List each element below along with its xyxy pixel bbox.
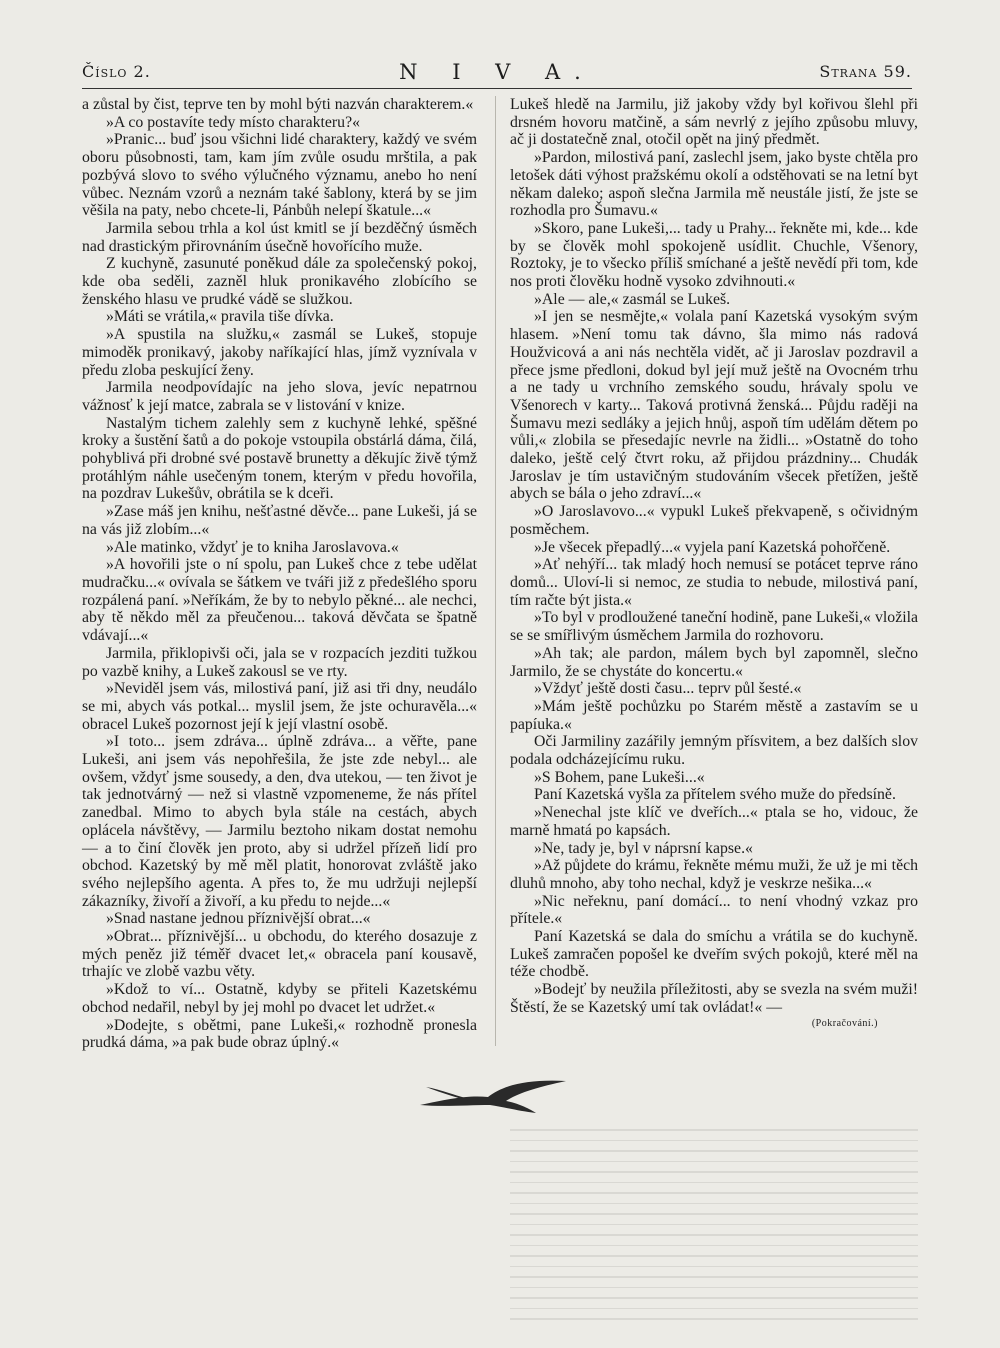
paragraph: »S Bohem, pane Lukeši...« [534, 768, 705, 786]
periodical-title: N I V A. [399, 60, 595, 84]
paragraph: »Je všecek přepadlý...« vyjela paní Kazetská pohořčeně. [534, 538, 891, 556]
paragraph: »To byl v prodloužené taneční hodině, pane Lukeši,« vložila se se smířlivým úsměchem Jarmila do rozhovoru. [510, 609, 918, 645]
paragraph: »Nic neřeknu, paní domácí... to není vhodný vzkaz pro přítele.« [510, 892, 918, 928]
paragraph: Jarmila neodpovídajíc na jeho slova, jevíc nepatrnou vážnosť k její matce, zabrala se v listování v knize. [82, 379, 477, 414]
paragraph: Paní Kazetská se dala do smíchu a vrátila se do kuchyně. Lukeš zamračen popošel ke dveřím svých pokojů, které měl na téže chodbě. [510, 928, 918, 981]
paragraph: »Snad nastane jednou příznivější obrat...« [106, 910, 371, 928]
paragraph: »Bodejť by neužila příležitosti, aby se svezla na svém muži! Štěstí, že se Kazetský umí tak ovládat!« — [510, 981, 918, 1016]
page-number: Strana 59. [819, 62, 912, 81]
paragraph: Jarmila sebou trhla a kol úst kmitl se jí bezděčný úsměch nad drastickým přirovnáním úsečně hovořícího muže. [82, 219, 477, 255]
paragraph: »Až půjdete do krámu, řekněte mému muži, že už je mi těch dluhů mnoho, aby toho nechal, když je veskrze nešika...« [510, 857, 918, 892]
paragraph: »Ale matinko, vždyť je to kniha Jaroslavova.« [106, 538, 399, 556]
right-column [510, 96, 918, 1031]
paragraph: Paní Kazetská vyšla za přítelem svého muže do předsíně. [534, 786, 896, 804]
paragraph: Nastalým tichem zalehly sem z kuchyně lehké, spěšné kroky a šustění šatů a do pokoje vstoupila obstárlá dáma, čilá, pohyblivá při drobné své postavě brunetty a děkujíc živě týmž protáhlým náhle usečeným tonem, kterým v předu hovořila, na pozdrav Lukešův, obrátila se k dceři. [82, 414, 477, 503]
paragraph: »A spustila na služku,« zasmál se Lukeš, stopuje mimoděk pronikavý, jakoby naříkající hlas, jímž vyznívala v předu zloba peskující ženy. [82, 326, 477, 379]
issue-number: Číslo 2. [82, 62, 151, 81]
paragraph: »Nenechal jste klíč ve dveřích...« ptala se ho, vidouc, že marně hmatá po kapsách. [510, 804, 918, 839]
paragraph: »Kdož to ví... Ostatně, kdyby se přiteli Kazetskému obchod nedařil, nebyl by jej mohl po dvacet let udržet.« [82, 981, 477, 1016]
paragraph: »A hovořili jste o ní spolu, pan Lukeš chce z tebe udělat mudračku...« ovívala se šátkem ve tváři již z předešlého sporu rozpálená paní. »Neříkám, že by to nebylo pěkné... ale nechci, aby tě někdo měl za přeučenou... taková děvčata se špatně vdávají...« [82, 556, 477, 645]
paragraph: Oči Jarmiliny zazářily jemným přísvitem, a bez dalších slov podala odcházejícímu ruku. [510, 733, 918, 769]
paragraph: »Zase máš jen knihu, nešťastné děvče... pane Lukeši, já se na vás již zlobím...« [82, 503, 477, 538]
swallow-vignette-icon [418, 1075, 568, 1115]
paragraph: »Vždyť ještě dosti času... teprv půl šesté.« [534, 680, 802, 698]
paragraph: »Dodejte, s obětmi, pane Lukeši,« rozhodně pronesla prudká dáma, »a pak bude obraz úplný.« [82, 1016, 477, 1052]
paragraph: »Neviděl jsem vás, milostivá paní, již asi tři dny, neudálo se mi, abych vás potkal... myslil jsem, že jste ochuravěla...« obracel Lukeš pozornost její k její vlastní osobě. [82, 680, 477, 733]
paragraph: »Ale — ale,« zasmál se Lukeš. [534, 290, 731, 308]
paragraph: »A co postavíte tedy místo charakteru?« [106, 113, 360, 131]
paragraph: »I jen se nesmějte,« volala paní Kazetská vysokým svým hlasem. »Není tomu tak dávno, šla mimo nás radová Houžvicová a ani nás nechtěla vidět, ač ji Jaroslav pozdravil a přece jsme předloni, dokud byl její muž ještě na Ovocném trhu a ne tady u vrchního zemského soudu, hrávaly spolu ve Všenorech v karty... Taková protivná ženská... Půjdu raději na Šumavu mezi sedláky a jejich hnůj, aspoň tím udělám dětem po vůli,« zlobila se přesedajíc nevrle na židli... »Ostatně do toho daleko, ještě celý čtvrt roku, až přijdou prázdniny... Chudák Jaroslav je tím ustavičným studováním všecek přetížen, ještě abych se bála o jeho zdraví...« [510, 308, 918, 503]
left-column [82, 96, 477, 1052]
header-rule [82, 88, 912, 89]
paragraph: Z kuchyně, zasunuté poněkud dále za společenský pokoj, kde oba seděli, zazněl hluk pronikavého zlobícího se ženského hlasu ve prudké vádě se služkou. [82, 255, 477, 308]
paragraph: Jarmila, přiklopivši oči, jala se v rozpacích jezditi tužkou po vazbě knihy, a Lukeš zakousl se ve rty. [82, 644, 477, 680]
paragraph: »Pranic... buď jsou všichni lidé charaktery, každý ve svém oboru působnosti, tam, kam jím zvůle osudu mrštila, a pak pozbývá slovo to svého výlučného významu, anebo ho není vůbec. Neznám vzorů a neznám také šablony, která by se jim věšila na paty, nebo chcete-li, Pánbůh nelepí škatule...« [82, 131, 477, 220]
paragraph: »O Jaroslavovo...« vypukl Lukeš překvapeně, s očividným posměchem. [510, 503, 918, 538]
column-divider [495, 96, 496, 1046]
paragraph: »I toto... jsem zdráva... úplně zdráva... a věřte, pane Lukeši, ani jsem vás nepohřešila, že jste zde nebyl... ale ovšem, vždyť jsme sousedy, a den, dva utekou, — ten život je tak jednotvárný — než si vlastně vzpomeneme, že nás přítel zanedbal. Mimo to abych byla stále na cestách, abych oplácela návštěvy, — Jarmilu beztoho nikam dostat nemohu — a to činí člověk jen proto, aby si udržel přízeň lidí pro obchod. Kazetský by mě měl platit, honorovat zvláště jako svého nejlepšího agenta. A přes to, že mu udržuji nejlepší zákazníky, živoří a živoří, a ku předu to nejde...« [82, 733, 477, 910]
paragraph: »Máti se vrátila,« pravila tiše dívka. [106, 308, 334, 326]
paragraph: »Mám ještě pochůzku po Starém městě a zastavím se u papíuka.« [510, 697, 918, 733]
continued-note: (Pokračování.) [811, 1017, 878, 1029]
paragraph: »Skoro, pane Lukeši,... tady u Prahy... řekněte mi, kde... kde by se člověk mohl spokojeně usídlit. Chuchle, Všenory, Roztoky, je to všecko příliš smíchané a ještě nevědí při tom, kde nos proti člověku hodně vysoko zdvihnouti.« [510, 219, 918, 291]
paragraph: »Ne, tady je, byl v náprsní kapse.« [534, 839, 753, 857]
page-header [82, 60, 912, 90]
paragraph: »Obrat... příznivější... u obchodu, do kterého dosazuje z mých peněz již téměř dvacet let,« obracela paní kousavě, trhajíc ve zlobě vazbu věty. [82, 928, 477, 981]
paragraph: a zůstal by čist, teprve ten by mohl býti nazván charakterem.« [82, 96, 474, 113]
bleed-through-texture [510, 1120, 918, 1320]
paragraph: »Ať nehýří... tak mladý hoch nemusí se potácet teprve ráno domů... Uloví-li si nemoc, ze studia to nebude, milostivá paní, tím račte být jista.« [510, 556, 918, 609]
paragraph: »Pardon, milostivá paní, zaslechl jsem, jako byste chtěla pro letošek dáti výhost pražskému okolí a odstěhovati se na letní byt někam daleko; aspoň slečna Jarmila mě neustále jistí, že jste se rozhodla pro Šumavu.« [510, 149, 918, 220]
paragraph: Lukeš hledě na Jarmilu, již jakoby vždy byl kořivou šlehl při drsném hovoru matčině, a sám nevrlý z jejího způsobu mluvy, ač ji dostatečně znal, otočil opět na jiný předmět. [510, 96, 918, 149]
paragraph: »Ah tak; ale pardon, málem bych byl zapomněl, slečno Jarmilo, že se chystáte do koncertu.« [510, 644, 918, 680]
